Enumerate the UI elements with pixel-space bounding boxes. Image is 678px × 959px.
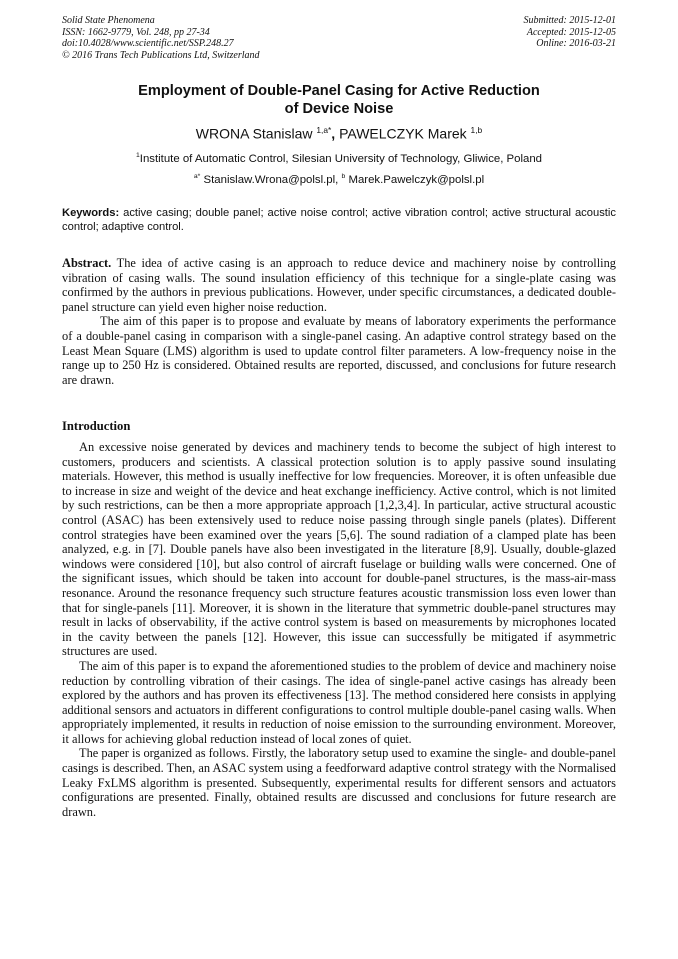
journal-issn: ISSN: 1662-9779, Vol. 248, pp 27-34 xyxy=(62,26,210,38)
paper-title-line-1: Employment of Double-Panel Casing for Active Reduction xyxy=(138,83,540,99)
date-submitted: Submitted: 2015-12-01 xyxy=(523,15,616,26)
abstract-paragraph-2: The aim of this paper is to propose and evaluate by means of laboratory experiments the performance of a double-panel casing in comparison with a single-panel casing. An adaptive control strategy based on the Least Mean Square (LMS) algorithm is used to update control filter parameters. A low-frequency noise in the range up to 250 Hz is considered. Obtained results are reported, discussed, and conclusions for future research are drawn. xyxy=(62,314,616,387)
email-b[interactable]: Marek.Pawelczyk@polsl.pl xyxy=(345,173,485,186)
date-accepted: Accepted: 2015-12-05 xyxy=(526,26,616,38)
keywords-label: Keywords: xyxy=(62,207,120,219)
publication-dates xyxy=(416,15,616,50)
journal-doi[interactable]: doi:10.4028/www.scientific.net/SSP.248.27 xyxy=(62,38,234,50)
email-b-mark: b xyxy=(341,173,346,180)
keywords-text: active casing; double panel; active noise control; active vibration control; active structural acoustic control; adaptive control. xyxy=(62,207,616,234)
introduction-body xyxy=(62,440,616,819)
author-2-name: PAWELCZYK Marek xyxy=(339,125,471,142)
affiliation xyxy=(40,149,638,166)
author-2-affiliation-mark: 1,b xyxy=(470,125,483,135)
keywords xyxy=(62,206,616,235)
author-1-name: WRONA Stanislaw xyxy=(195,125,317,142)
abstract-text-1: The idea of active casing is an approach to reduce device and machinery noise by controlling vibration of casing walls. The sound insulation efficiency of this technique for a single-plate casing was confirmed by the authors in previous publications. However, under specific circumstances, a dedicated double-panel structure can yield even higher noise reduction. xyxy=(62,256,616,314)
journal-name: Solid State Phenomena xyxy=(62,15,155,26)
email-a[interactable]: Stanislaw.Wrona@polsl.pl, xyxy=(200,173,342,186)
introduction-paragraph-2: The aim of this paper is to expand the aforementioned studies to the problem of device and machinery noise reduction by controlling vibration of their casings. The idea of single-panel active casings has already been explored by the authors and has proven its effectiveness [13]. The method considered here consists in applying additional sensors and actuators in different configurations to control multiple double-panel casing walls. When appropriately implemented, it results in reduction of noise emission to the surrounding environment. Moreover, it allows for achieving global reduction instead of local zones of quiet. xyxy=(62,658,616,746)
abstract-paragraph-1 xyxy=(62,256,616,314)
author-separator: , xyxy=(331,125,340,142)
journal-copyright: © 2016 Trans Tech Publications Ltd, Switzerland xyxy=(62,49,260,61)
section-heading-introduction: Introduction xyxy=(62,419,131,433)
author-1-affiliation-mark: 1,a* xyxy=(316,125,332,135)
introduction-paragraph-1: An excessive noise generated by devices and machinery tends to become the subject of high interest to customers, producers and scientists. A classical protection solution is to apply passive sound insulating materials. However, this method is usually ineffective for low frequencies. Moreover, it is often unfeasible due to increase in size and weight of the device and heat exchange inefficiency. Active control, which is not limited by such restrictions, can be then a more appropriate approach [1,2,3,4]. In particular, active structural acoustic control (ASAC) has been extensively used to reduce noise passing through single panels (plates). Different control strategies have been examined over the years [5,6]. The sound radiation of a clamped plate has been analyzed, e.g. in [7]. Double panels have also been investigated in the literature [8,9]. Usually, double-glazed windows were considered [10], but also control of aircraft fuselage or building walls were concerned. One of the significant issues, which should be taken into account for double-panel structures, is the mass-air-mass resonance. Around the resonance frequency such structure features acoustic transmission loss even lower than that for single-panels [11]. Moreover, it is shown in the literature that symmetric double-panel structures may result in lacks of observability, if the active control system is based on measurements by microphones located in the cavity between the panels [12]. However, this issue can successfully be mitigated if asymmetric structures are used. xyxy=(62,440,616,659)
author-list xyxy=(40,121,638,143)
affiliation-mark: 1 xyxy=(135,152,140,159)
paper-title-line-2: of Device Noise xyxy=(284,101,394,117)
introduction-paragraph-3: The paper is organized as follows. Firstly, the laboratory setup used to examine the single- and double-panel casings is described. Then, an ASAC system using a feedforward adaptive control strategy with the Normalised Leaky FxLMS algorithm is presented. Subsequently, experimental results for different sensors and actuators configurations are presented. Finally, obtained results are discussed and conclusions for future research are drawn. xyxy=(62,746,616,819)
paper-title xyxy=(80,82,598,118)
journal-info xyxy=(62,15,392,61)
abstract-label: Abstract. xyxy=(62,256,112,270)
date-online: Online: 2016-03-21 xyxy=(536,38,616,50)
email-a-mark: a* xyxy=(193,173,201,180)
author-emails xyxy=(40,170,638,187)
abstract xyxy=(62,256,616,387)
affiliation-text: Institute of Automatic Control, Silesian University of Technology, Gliwice, Poland xyxy=(139,152,543,165)
